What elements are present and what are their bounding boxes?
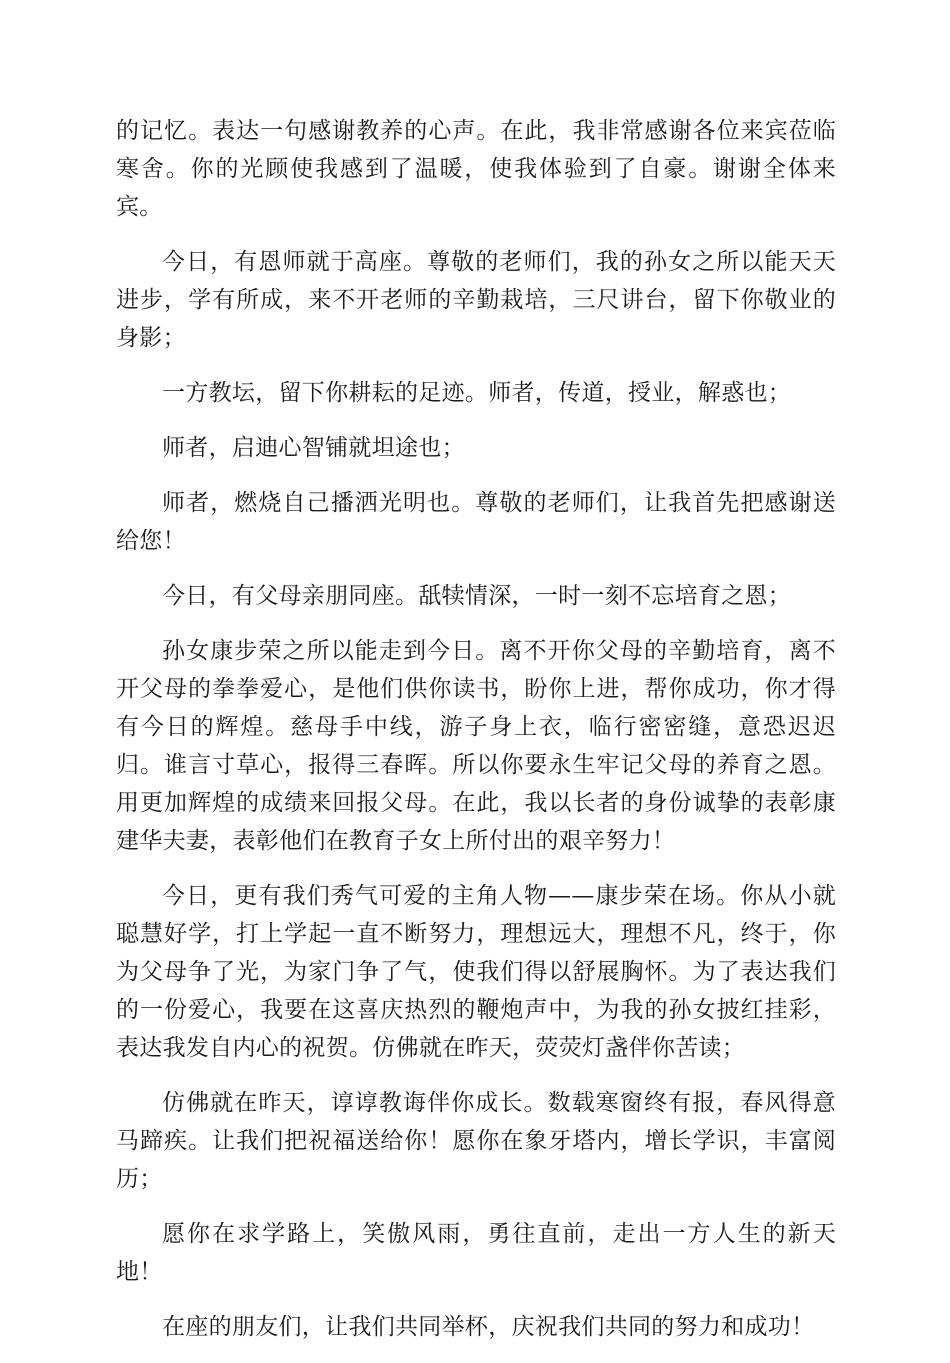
paragraph-5: 师者，燃烧自己播洒光明也。尊敬的老师们，让我首先把感谢送给您！	[116, 490, 836, 554]
paragraph-9: 仿佛就在昨天，谆谆教诲伴你成长。数载寒窗终有报，春风得意马蹄疾。让我们把祝福送给你！愿你在象牙塔内，增长学识，丰富阅历；	[116, 1090, 836, 1192]
paragraph-2: 今日，有恩师就于高座。尊敬的老师们，我的孙女之所以能天天进步，学有所成，来不开老师的辛勤栽培，三尺讲台，留下你敬业的身影；	[116, 249, 836, 351]
paragraph-1: 的记忆。表达一句感谢教养的心声。在此，我非常感谢各位来宾莅临寒舍。你的光顾使我感到了温暖，使我体验到了自豪。谢谢全体来宾。	[116, 118, 836, 220]
document-page	[116, 112, 836, 1363]
paragraph-10: 愿你在求学路上，笑傲风雨，勇往直前，走出一方人生的新天地！	[116, 1221, 836, 1285]
paragraph-8: 今日，更有我们秀气可爱的主角人物——康步荣在场。你从小就聪慧好学，打上学起一直不断努力，理想远大，理想不凡，终于，你为父母争了光，为家门争了气，使我们得以舒展胸怀。为了表达我们的一份爱心，我要在这喜庆热烈的鞭炮声中，为我的孙女披红挂彩，表达我发自内心的祝贺。仿佛就在昨天，荧荧灯盏伴你苦读；	[116, 883, 836, 1061]
paragraph-11: 在座的朋友们，让我们共同举杯，庆祝我们共同的努力和成功！	[162, 1314, 815, 1340]
paragraph-6: 今日，有父母亲朋同座。舐犊情深，一时一刻不忘培育之恩；	[162, 583, 792, 609]
paragraph-3: 一方教坛，留下你耕耘的足迹。师者，传道，授业，解惑也；	[162, 380, 792, 406]
paragraph-7: 孙女康步荣之所以能走到今日。离不开你父母的辛勤培育，离不开父母的拳拳爱心，是他们供你读书，盼你上进，帮你成功，你才得有今日的辉煌。慈母手中线，游子身上衣，临行密密缝，意恐迟迟归。谁言寸草心，报得三春晖。所以你要永生牢记父母的养育之恩。用更加辉煌的成绩来回报父母。在此，我以长者的身份诚挚的表彰康建华夫妻，表彰他们在教育子女上所付出的艰辛努力！	[116, 638, 836, 854]
paragraph-4: 师者，启迪心智铺就坦途也；	[162, 435, 465, 461]
